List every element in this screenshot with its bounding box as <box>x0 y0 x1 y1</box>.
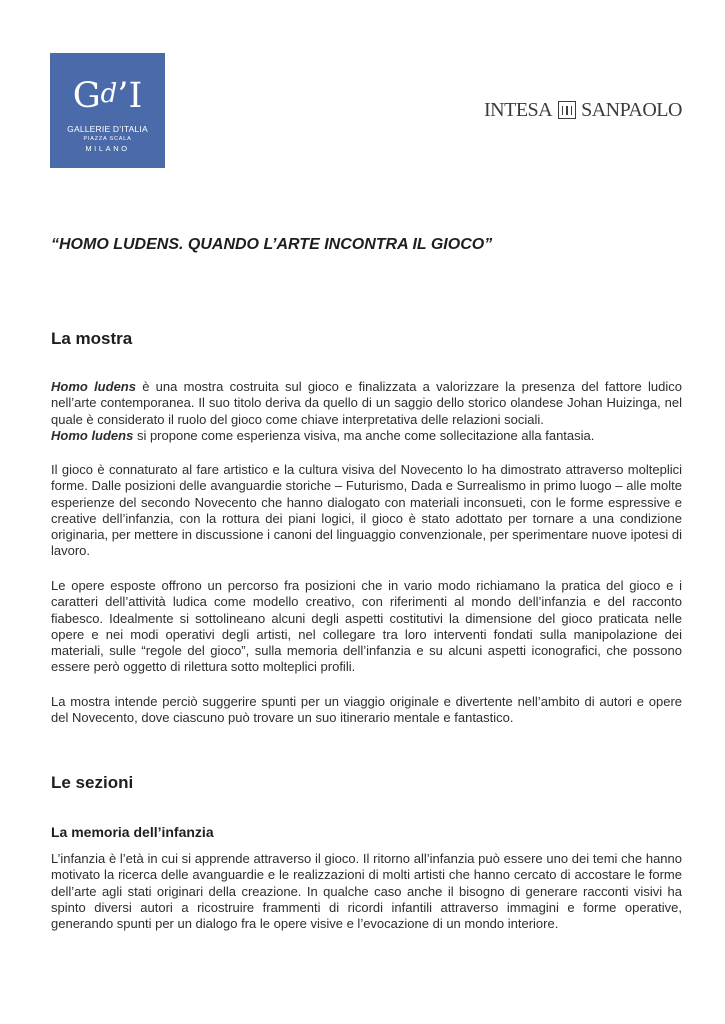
paragraph-opere: Le opere esposte offrono un percorso fra posizioni che in vario modo richiamano la pratica del gioco e i caratteri dell’attività ludica come modello creativo, con riferimenti al mondo dell’infanzia e del racconto fiabesco. Idealmente si sottolineano alcuni degli aspetti costitutivi la dimensione del gioco praticata nelle opere e nei modi operativi degli artisti, nel collegare tra loro interventi fondati sulla manipolazione dei materiali, sulle “regole del gioco”, sulla memoria dell’infanzia e su alcuni aspetti iconografici, che possono essere però oggetto di rilettura sotto molteplici profili. <box>51 578 682 675</box>
paragraph-gioco: Il gioco è connaturato al fare artistico e la cultura visiva del Novecento lo ha dimostrato attraverso molteplici forme. Dalle posizioni delle avanguardie storiche – Futurismo, Dada e Surrealismo in primo luogo – alle molte esperienze del secondo Novecento che hanno dialogato con materiali inconsueti, con le forme espressive e creative dell’infanzia, con la rottura dei piani logici, il gioco è stato adottato per tornare a una condizione originaria, per mettere in discussione i canoni del linguaggio convenzionale, per sperimentare nuove ipotesi di lavoro. <box>51 462 682 559</box>
intro-text: è una mostra costruita sul gioco e finalizzata a valorizzare la presenza del fattore ludico nell’arte contemporanea. Il suo titolo deriva da quello di un saggio dello storico olandese Johan Huizinga, nel quale è considerato il ruolo del gioco come chiave interpretativa delle relazioni sociali. <box>51 379 682 427</box>
monogram-apostrophe: ’ <box>117 76 129 116</box>
intesa-wordmark: INTESA <box>484 98 553 121</box>
monogram-i: I <box>128 76 143 116</box>
intro-text-2: si propone come esperienza visiva, ma anche come sollecitazione alla fantasia. <box>133 427 595 443</box>
intesa-emblem-icon <box>558 101 576 119</box>
monogram-d: d <box>100 79 118 109</box>
paragraph-conclusion: La mostra intende perciò suggerire spunti per un viaggio originale e divertente nell’ambito di autori e opere del Novecento, dove ciascuno può trovare un suo itinerario mentale e fantastico. <box>51 694 682 726</box>
gallerie-ditalia-logo <box>50 53 165 168</box>
section-heading-le-sezioni: Le sezioni <box>51 773 134 792</box>
sanpaolo-wordmark: SANPAOLO <box>581 98 682 121</box>
intesa-sanpaolo-logo <box>484 97 682 123</box>
monogram-g: G <box>72 76 101 116</box>
paragraph-memoria: L’infanzia è l’età in cui si apprende attraverso il gioco. Il ritorno all’infanzia può essere uno dei temi che hanno motivato la ricerca delle avanguardie e le realizzazioni di molti artisti che hanno cercato di accostare le forme dell’arte agli stati originari della creazione. In qualche caso anche il bisogno di generare racconti visivi ha spinto diversi autori a ricostruire frammenti di ricordi infantili attraverso immagini e forme operative, generando spunti per un dialogo fra le opere visive e l’evocazione di un mondo interiore. <box>51 851 682 932</box>
document-title: “HOMO LUDENS. QUANDO L’ARTE INCONTRA IL GIOCO” <box>51 236 493 253</box>
section-heading-la-mostra: La mostra <box>51 329 133 348</box>
logo-line-gallerie: GALLERIE D’ITALIA <box>67 124 148 134</box>
emphasis-homo-ludens-2: Homo ludens <box>51 427 134 443</box>
logo-line-milano: MILANO <box>85 144 130 153</box>
emphasis-homo-ludens: Homo ludens <box>51 379 136 394</box>
paragraph-intro <box>51 379 682 444</box>
logo-line-piazza: PIAZZA SCALA <box>83 136 132 142</box>
subsection-heading-memoria: La memoria dell’infanzia <box>51 824 214 840</box>
gdi-monogram <box>50 77 165 114</box>
